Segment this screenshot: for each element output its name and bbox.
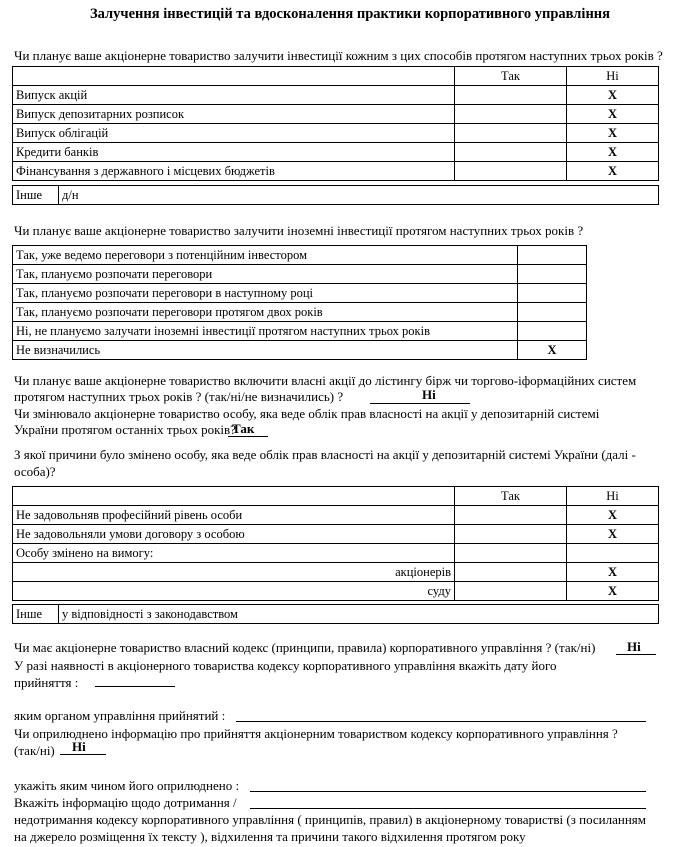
q2-option-mark[interactable]	[518, 284, 587, 303]
q3-question-line2: протягом наступних трьох років ? (так/ні/не визначились) ?	[14, 389, 344, 404]
q5-row-label: суду	[13, 582, 455, 601]
table-row	[13, 105, 659, 124]
q7-publication-line2: (так/ні)	[14, 743, 55, 758]
q7-organ-field[interactable]	[236, 721, 646, 722]
q4-answer[interactable]: Так	[232, 421, 255, 436]
q2-option-mark[interactable]: X	[518, 341, 587, 360]
q1-other-label: Інше	[13, 186, 59, 205]
q5-yes-cell[interactable]	[455, 563, 567, 582]
q3-question-line1: Чи планує ваше акціонерне товариство включити власні акції до лістингу бірж чи торгово-іформаційних систем	[14, 373, 637, 388]
q5-yes-cell[interactable]	[455, 506, 567, 525]
table-row	[13, 322, 587, 341]
q6-date-field[interactable]	[95, 686, 175, 687]
q7-how-field[interactable]	[250, 791, 646, 792]
q1-yes-cell[interactable]	[455, 143, 567, 162]
table-row	[13, 284, 587, 303]
q1-no-cell[interactable]: X	[567, 105, 659, 124]
q7-compliance-line1: Вкажіть інформацію щодо дотримання /	[14, 795, 237, 810]
q5-no-cell[interactable]: X	[567, 582, 659, 601]
q1-other-value[interactable]: д/н	[59, 186, 659, 205]
page-title: Залучення інвестицій та вдосконалення практики корпоративного управління	[89, 6, 610, 22]
q7-publication-answer[interactable]: Ні	[72, 739, 86, 754]
q2-option-label: Так, уже ведемо переговори з потенційним інвестором	[13, 246, 518, 265]
q2-option-label: Не визначились	[13, 341, 518, 360]
q2-option-mark[interactable]	[518, 322, 587, 341]
table-row	[13, 162, 659, 181]
table-row	[13, 563, 659, 582]
q5-yes-cell[interactable]	[455, 582, 567, 601]
q1-other-row	[12, 185, 659, 205]
table-row	[13, 544, 659, 563]
q5-table	[12, 486, 659, 601]
q2-option-mark[interactable]	[518, 246, 587, 265]
q1-yes-cell[interactable]	[455, 162, 567, 181]
q1-row-label: Випуск облігацій	[13, 124, 455, 143]
q5-question: З якої причини було змінено особу, яка веде облік прав власності на акції у депозитарній системі України (далі - особа)?	[14, 447, 636, 479]
q5-other-row	[12, 604, 659, 624]
table-row	[13, 265, 587, 284]
q1-no-cell[interactable]: X	[567, 86, 659, 105]
q1-no-cell[interactable]: X	[567, 124, 659, 143]
q7-how-label: укажіть яким чином його оприлюднено :	[14, 778, 240, 793]
q5-yes-cell[interactable]	[455, 544, 567, 563]
table-row	[13, 525, 659, 544]
q2-option-mark[interactable]	[518, 265, 587, 284]
table-row	[13, 303, 587, 322]
q1-row-label: Випуск акцій	[13, 86, 455, 105]
table-row	[13, 86, 659, 105]
q1-row-label: Фінансування з державного і місцевих бюджетів	[13, 162, 455, 181]
q5-no-cell[interactable]: X	[567, 525, 659, 544]
q5-no-cell[interactable]: X	[567, 563, 659, 582]
q5-yes-cell[interactable]	[455, 525, 567, 544]
q6-date-line1: У разі наявності в акціонерного товариства кодексу корпоративного управління вкажіть дату його	[14, 658, 557, 673]
q5-no-cell[interactable]	[567, 544, 659, 563]
q7-publication-line1: Чи оприлюднено інформацію про прийняття акціонерним товариством кодексу корпоративного управління ?	[14, 726, 618, 741]
q5-other-label: Інше	[13, 605, 59, 624]
q7-compliance-line2: недотримання кодексу корпоративного управління ( принципів, правил) в акціонерному товаристві (з посиланням	[14, 812, 646, 827]
q5-row-label: Особу змінено на вимогу:	[13, 544, 455, 563]
q7-organ-label: яким органом управління прийнятий :	[14, 708, 226, 723]
q5-other-value[interactable]: у відповідності з законодавством	[59, 605, 659, 624]
table-row	[13, 341, 587, 360]
q1-no-cell[interactable]: X	[567, 162, 659, 181]
q1-no-cell[interactable]: X	[567, 143, 659, 162]
q6-answer-underline	[616, 654, 656, 655]
q2-table	[12, 245, 587, 360]
q5-row-label: Не задовольняли умови договору з особою	[13, 525, 455, 544]
q1-question: Чи планує ваше акціонерне товариство залучити інвестиції кожним з цих способів протягом наступних трьох років ?	[14, 48, 663, 63]
q1-header-row	[13, 67, 659, 86]
q7-compliance-line3: на джерело розміщення їх тексту ), відхилення та причини такого відхилення протягом року	[14, 829, 526, 844]
q1-col-no: Ні	[567, 67, 659, 86]
q1-yes-cell[interactable]	[455, 124, 567, 143]
q2-option-mark[interactable]	[518, 303, 587, 322]
q2-option-label: Так, плануємо розпочати переговори	[13, 265, 518, 284]
q1-col-yes: Так	[455, 67, 567, 86]
q6-date-line2: прийняття :	[14, 675, 79, 690]
q4-answer-underline	[228, 436, 268, 437]
q2-question: Чи планує ваше акціонерне товариство залучити іноземні інвестиції протягом наступних трьох років ?	[14, 223, 584, 238]
q5-no-cell[interactable]: X	[567, 506, 659, 525]
q6-answer[interactable]: Ні	[627, 639, 641, 654]
table-row	[13, 124, 659, 143]
q4-question-line1: Чи змінювало акціонерне товариство особу, яка веде облік прав власності на акції у депозитарній системі	[14, 406, 600, 421]
q1-row-label: Випуск депозитарних розписок	[13, 105, 455, 124]
q1-yes-cell[interactable]	[455, 86, 567, 105]
q3-answer-underline	[370, 403, 470, 404]
q1-yes-cell[interactable]	[455, 105, 567, 124]
q5-row-label: Не задовольняв професійний рівень особи	[13, 506, 455, 525]
q6-question: Чи має акціонерне товариство власний кодекс (принципи, правила) корпоративного управління ? (так/ні)	[14, 640, 596, 655]
q2-option-label: Так, плануємо розпочати переговори протягом двох років	[13, 303, 518, 322]
q1-row-label: Кредити банків	[13, 143, 455, 162]
q4-question-line2: України протягом останніх трьох років?	[14, 422, 236, 437]
table-row	[13, 582, 659, 601]
table-row	[13, 246, 587, 265]
q5-col-yes: Так	[455, 487, 567, 506]
table-row	[13, 506, 659, 525]
q7-publication-underline	[60, 754, 106, 755]
q5-header-row	[13, 487, 659, 506]
q5-row-label: акціонерів	[13, 563, 455, 582]
q7-compliance-field[interactable]	[250, 808, 646, 809]
table-row	[13, 143, 659, 162]
q3-answer[interactable]: Ні	[422, 387, 436, 402]
q2-option-label: Так, плануємо розпочати переговори в наступному році	[13, 284, 518, 303]
q2-option-label: Ні, не плануємо залучати іноземні інвестиції протягом наступних трьох років	[13, 322, 518, 341]
q1-table	[12, 66, 659, 181]
q5-col-no: Ні	[567, 487, 659, 506]
